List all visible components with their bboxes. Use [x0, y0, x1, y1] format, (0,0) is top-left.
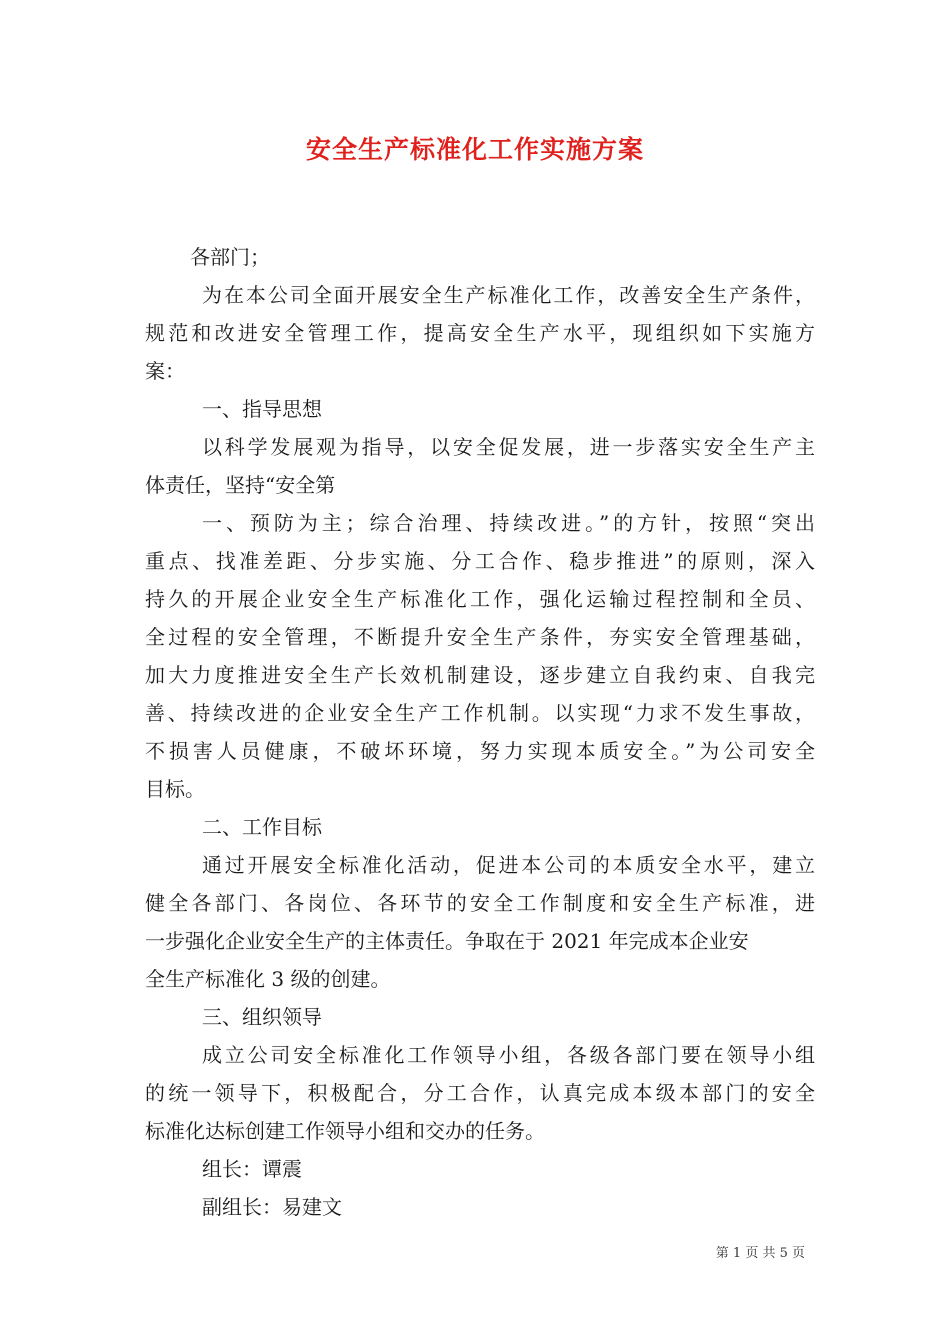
paragraph-line: 以科学发展观为指导，以安全促发展，进一步落实安全生产主 [202, 435, 815, 459]
section-heading-work-goals: 二、工作目标 [202, 815, 322, 839]
section-heading-organization: 三、组织领导 [202, 1005, 322, 1029]
greeting: 各部门； [190, 245, 270, 269]
paragraph-line: 标准化达标创建工作领导小组和交办的任务。 [145, 1119, 545, 1143]
paragraph-line: 一、预防为主；综合治理、持续改进。”的方针，按照“突出 [202, 511, 815, 535]
section-heading-guiding-thought: 一、指导思想 [202, 397, 322, 421]
document-title: 安全生产标准化工作实施方案 [305, 135, 644, 164]
paragraph-line: 目标。 [145, 777, 205, 801]
document-body [145, 238, 815, 1226]
paragraph-line: 加大力度推进安全生产长效机制建设，逐步建立自我约束、自我完 [145, 663, 815, 687]
paragraph-line: 不损害人员健康，不破坏环境，努力实现本质安全。”为公司安全 [145, 739, 815, 763]
page-number: 第 1 页 共 5 页 [715, 1246, 805, 1261]
paragraph-line: 全过程的安全管理，不断提升安全生产条件，夯实安全管理基础， [145, 625, 815, 649]
leader-line: 组长：谭震 [202, 1157, 302, 1181]
paragraph-line: 通过开展安全标准化活动，促进本公司的本质安全水平，建立 [202, 853, 815, 877]
paragraph-line: 持久的开展企业安全生产标准化工作，强化运输过程控制和全员、 [145, 587, 815, 611]
paragraph-line: 重点、找准差距、分步实施、分工合作、稳步推进”的原则，深入 [145, 549, 815, 573]
paragraph-line: 一步强化企业安全生产的主体责任。争取在于 2021 年完成本企业安 [145, 929, 749, 953]
paragraph-line: 善、持续改进的企业安全生产工作机制。以实现“力求不发生事故， [145, 701, 815, 725]
paragraph-line: 案： [145, 359, 185, 383]
paragraph-line: 体责任，坚持“安全第 [145, 473, 336, 497]
deputy-leader-line: 副组长：易建文 [202, 1195, 342, 1219]
paragraph-line: 全生产标准化 3 级的创建。 [145, 967, 391, 991]
paragraph-line: 的统一领导下，积极配合，分工合作，认真完成本级本部门的安全 [145, 1081, 815, 1105]
paragraph-line: 健全各部门、各岗位、各环节的安全工作制度和安全生产标准，进 [145, 891, 815, 915]
paragraph-line: 为在本公司全面开展安全生产标准化工作，改善安全生产条件， [202, 283, 815, 307]
paragraph-line: 规范和改进安全管理工作，提高安全生产水平，现组织如下实施方 [145, 321, 815, 345]
paragraph-line: 成立公司安全标准化工作领导小组，各级各部门要在领导小组 [202, 1043, 815, 1067]
